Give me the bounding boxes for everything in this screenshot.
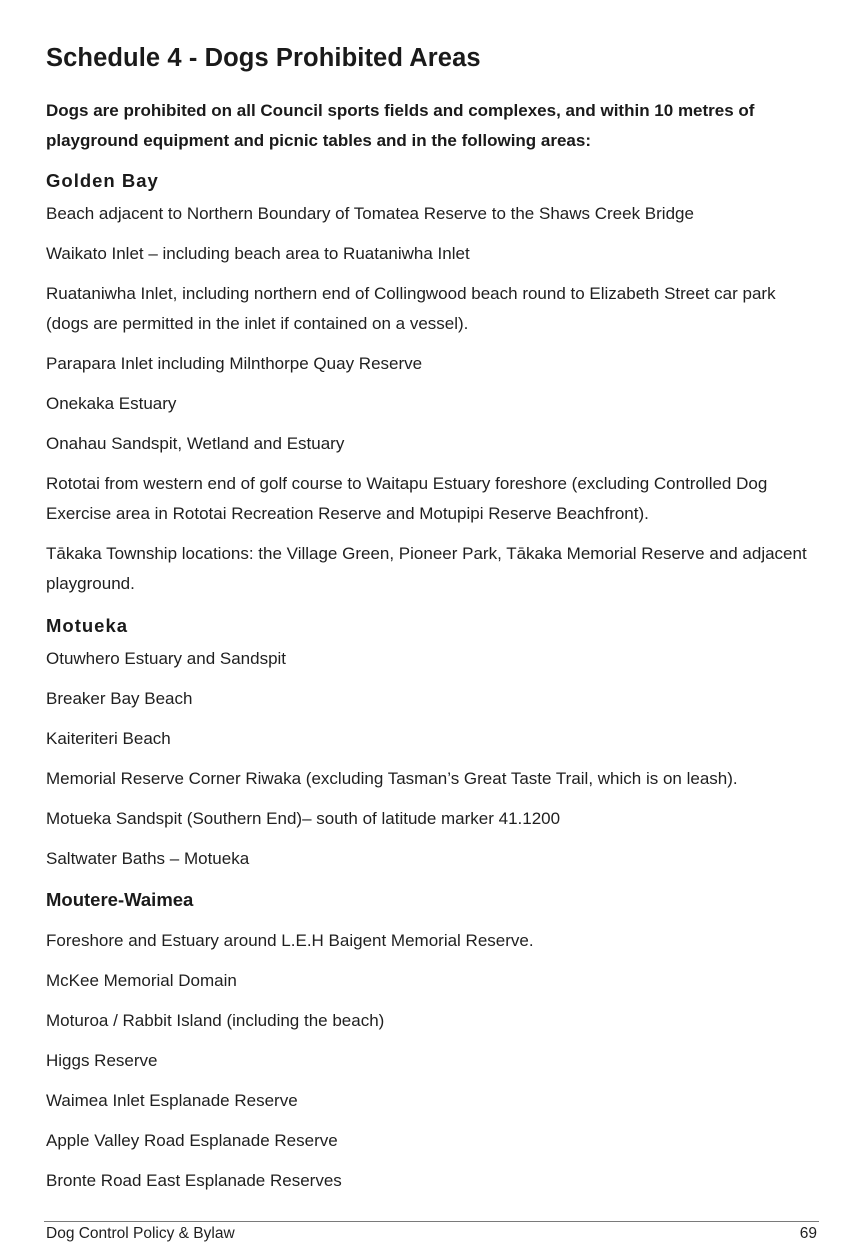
list-item: Breaker Bay Beach: [46, 689, 193, 708]
list-item: Ruataniwha Inlet, including northern end of Collingwood beach round to Elizabeth Street car park (dogs are permitted in the inlet if contained on a vessel).: [46, 284, 776, 333]
list-item: Beach adjacent to Northern Boundary of Tomatea Reserve to the Shaws Creek Bridge: [46, 204, 694, 223]
page-title: Schedule 4 - Dogs Prohibited Areas: [46, 44, 481, 72]
list-item: Saltwater Baths – Motueka: [46, 849, 250, 868]
list-item: McKee Memorial Domain: [46, 971, 237, 990]
intro-paragraph: Dogs are prohibited on all Council sports fields and complexes, and within 10 metres of playground equipment and picnic tables and in the following areas:: [46, 101, 755, 150]
list-item: Memorial Reserve Corner Riwaka (excluding Tasman’s Great Taste Trail, which is on leash).: [46, 769, 738, 788]
list-item: Higgs Reserve: [46, 1051, 158, 1070]
list-item: Onekaka Estuary: [46, 394, 177, 413]
list-item: Foreshore and Estuary around L.E.H Baigent Memorial Reserve.: [46, 931, 534, 950]
list-item: Parapara Inlet including Milnthorpe Quay Reserve: [46, 354, 423, 373]
list-item: Bronte Road East Esplanade Reserves: [46, 1171, 342, 1190]
list-item: Rototai from western end of golf course to Waitapu Estuary foreshore (excluding Controlled Dog Exercise area in Rototai Recreation Reserve and Motupipi Reserve Beachfront).: [46, 474, 768, 523]
list-item: Tākaka Township locations: the Village Green, Pioneer Park, Tākaka Memorial Reserve and adjacent playground.: [46, 544, 807, 593]
list-item: Otuwhero Estuary and Sandspit: [46, 649, 287, 668]
footer-document-title: Dog Control Policy & Bylaw: [46, 1225, 235, 1242]
footer-page-number: 69: [799, 1225, 817, 1242]
list-item: Kaiteriteri Beach: [46, 729, 171, 748]
section-heading-golden-bay: Golden Bay: [46, 170, 159, 191]
list-item: Waikato Inlet – including beach area to Ruataniwha Inlet: [46, 244, 470, 263]
section-heading-motueka: Motueka: [46, 615, 129, 636]
list-item: Waimea Inlet Esplanade Reserve: [46, 1091, 298, 1110]
list-item: Apple Valley Road Esplanade Reserve: [46, 1131, 338, 1150]
footer-divider: [44, 1221, 819, 1222]
list-item: Motueka Sandspit (Southern End)– south of latitude marker 41.1200: [46, 809, 561, 828]
list-item: Moturoa / Rabbit Island (including the beach): [46, 1011, 385, 1030]
section-heading-moutere-waimea: Moutere-Waimea: [46, 889, 194, 910]
list-item: Onahau Sandspit, Wetland and Estuary: [46, 434, 345, 453]
